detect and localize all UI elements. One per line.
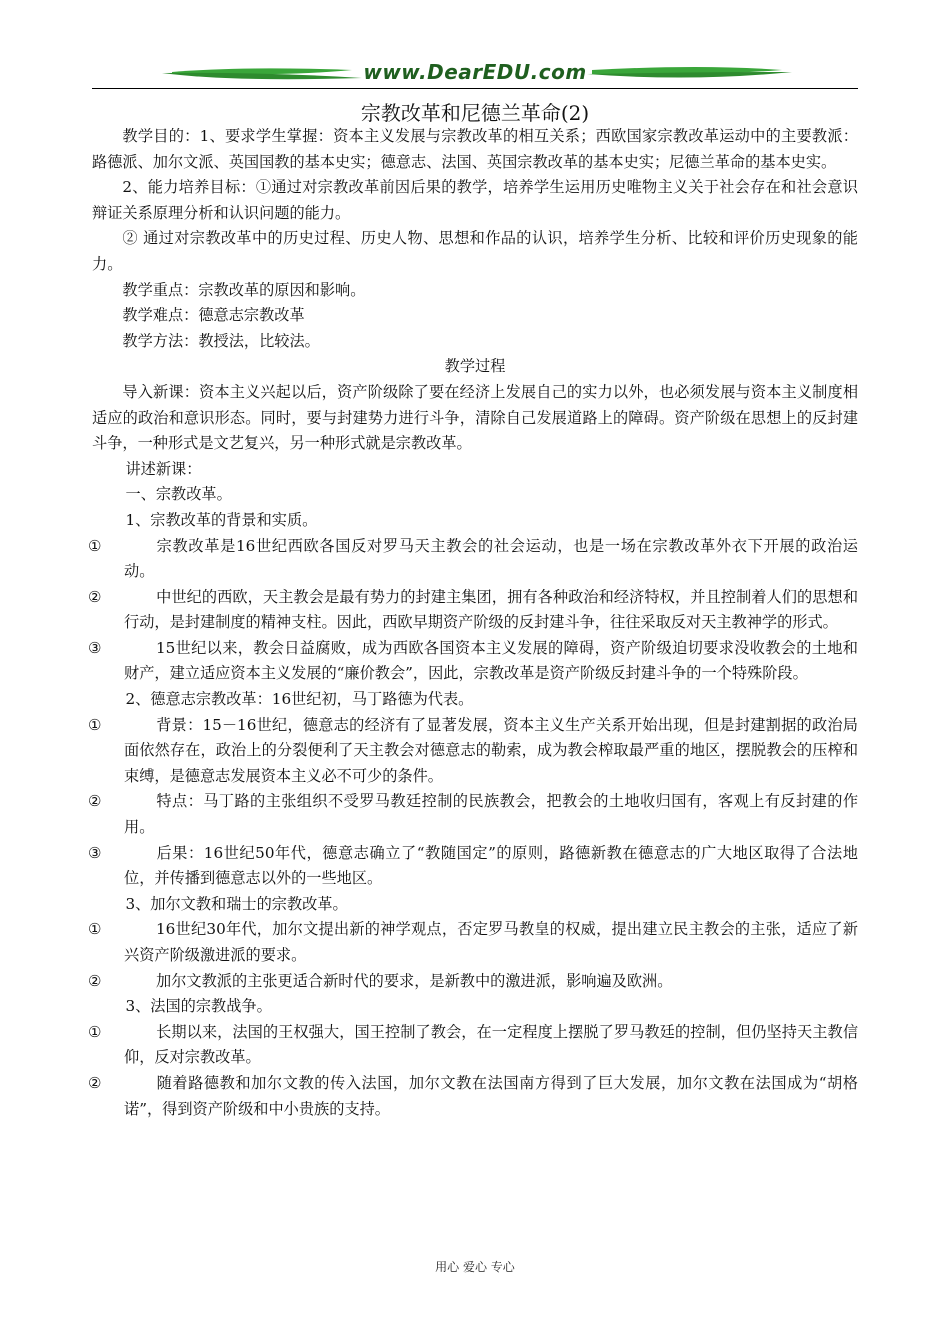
list-item-marker: ① [88, 920, 102, 939]
intro-paragraph: 导入新课：资本主义兴起以后，资产阶级除了要在经济上发展自己的实力以外，也必须发展与资本主义制度相适应的政治和意识形态。同时，要与封建势力进行斗争，清除自己发展道路上的障碍。资产阶级在思想上的反封建斗争，一种形式是文艺复兴，另一种形式就是宗教改革。 [92, 382, 858, 453]
subsection-heading: 1、宗教改革的背景和实质。 [125, 510, 318, 529]
list-item-text: 16世纪30年代，加尔文提出新的神学观点，否定罗马教皇的权威，提出建立民主教会的主张，适应了新兴资产阶级激进派的要求。 [124, 920, 858, 964]
site-logo[interactable]: www.DearEDU.com [363, 60, 587, 84]
list-item-marker: ① [88, 536, 102, 555]
list-item-text: 长期以来，法国的王权强大，国王控制了教会，在一定程度上摆脱了罗马教廷的控制，但仍坚持天主教信仰，反对宗教改革。 [124, 1022, 858, 1067]
method-paragraph: 教学方法：教授法，比较法。 [122, 331, 320, 350]
document-body [88, 124, 858, 1122]
list-item-marker: ① [88, 715, 102, 734]
numbered-list [88, 534, 858, 688]
list-item-marker: ③ [88, 638, 102, 657]
section-heading: 一、宗教改革。 [125, 485, 232, 504]
list-item-text: 15世纪以来，教会日益腐败，成为西欧各国资本主义发展的障碍，资产阶级迫切要求没收教会的土地和财产，建立适应资本主义发展的“廉价教会”，因此，宗教改革是资产阶级反封建斗争的一个特殊阶段。 [124, 638, 858, 683]
difficulty-paragraph: 教学难点：德意志宗教改革 [122, 306, 305, 325]
list-item-marker: ① [88, 1022, 102, 1041]
page-footer: 用心 爱心 专心 [435, 1260, 515, 1274]
process-heading: 教学过程 [444, 357, 506, 376]
list-item [88, 789, 858, 840]
numbered-list [88, 713, 858, 892]
list-item-marker: ② [88, 1073, 102, 1092]
list-item-text: 加尔文教派的主张更适合新时代的要求，是新教中的激进派，影响遍及欧洲。 [156, 971, 673, 990]
list-item-marker: ③ [88, 843, 102, 862]
list-item-text: 随着路德教和加尔文教的传入法国，加尔文教在法国南方得到了巨大发展，加尔文教在法国成为“胡格诺”，得到资产阶级和中小贵族的支持。 [124, 1073, 858, 1118]
list-item-text: 背景：15－16世纪，德意志的经济有了显著发展，资本主义生产关系开始出现，但是封建割据的政治局面依然存在，政治上的分裂便利了天主教会对德意志的勒索，成为教会榨取最严重的地区，摆脱教会的压榨和束缚，是德意志发展资本主义必不可少的条件。 [124, 715, 858, 785]
list-item-marker: ② [88, 587, 102, 606]
ability-goal-paragraph: 2、能力培养目标：①通过对宗教改革前因后果的教学，培养学生运用历史唯物主义关于社会存在和社会意识辩证关系原理分析和认识问题的能力。 [92, 178, 858, 222]
subsection-heading: 2、德意志宗教改革：16世纪初，马丁路德为代表。 [125, 690, 474, 709]
page-title: 宗教改革和尼德兰革命(2) [360, 101, 590, 125]
list-item [88, 713, 858, 790]
list-item [88, 534, 858, 585]
subsection-heading: 3、加尔文教和瑞士的宗教改革。 [125, 894, 348, 913]
list-item [88, 585, 858, 636]
list-item [88, 841, 858, 892]
list-item-text: 后果：16世纪50年代，德意志确立了“教随国定”的原则，路德新教在德意志的广大地区取得了合法地位，并传播到德意志以外的一些地区。 [124, 843, 858, 888]
list-item [88, 636, 858, 687]
list-item [88, 917, 858, 968]
numbered-list [88, 1020, 858, 1122]
list-item-marker: ② [88, 971, 102, 990]
lecture-label: 讲述新课： [125, 459, 202, 478]
header-divider [92, 88, 858, 89]
list-item [88, 1020, 858, 1071]
ability-goal-paragraph-2: ② 通过对宗教改革中的历史过程、历史人物、思想和作品的认识，培养学生分析、比较和评价历史现象的能力。 [92, 229, 858, 273]
list-item-text: 特点：马丁路的主张组织不受罗马教廷控制的民族教会，把教会的土地收归国有，客观上有反封建的作用。 [124, 792, 858, 837]
list-item-marker: ② [88, 792, 102, 811]
list-item [88, 969, 858, 995]
teaching-goal-paragraph: 教学目的：1、要求学生掌握：资本主义发展与宗教改革的相互关系；西欧国家宗教改革运动中的主要教派：路德派、加尔文派、英国国教的基本史实；德意志、法国、英国宗教改革的基本史实；尼德兰革命的基本史实。 [92, 127, 858, 171]
key-point-paragraph: 教学重点：宗教改革的原因和影响。 [122, 280, 366, 299]
list-item-text: 宗教改革是16世纪西欧各国反对罗马天主教会的社会运动，也是一场在宗教改革外衣下开展的政治运动。 [124, 536, 858, 581]
list-item-text: 中世纪的西欧，天主教会是最有势力的封建主集团，拥有各种政治和经济特权，并且控制着人们的思想和行动，是封建制度的精神支柱。因此，西欧早期资产阶级的反封建斗争，往往采取反对天主教神学的形式。 [124, 587, 858, 632]
subsection-heading: 3、法国的宗教战争。 [125, 997, 272, 1016]
list-item [88, 1071, 858, 1122]
numbered-list [88, 917, 858, 994]
